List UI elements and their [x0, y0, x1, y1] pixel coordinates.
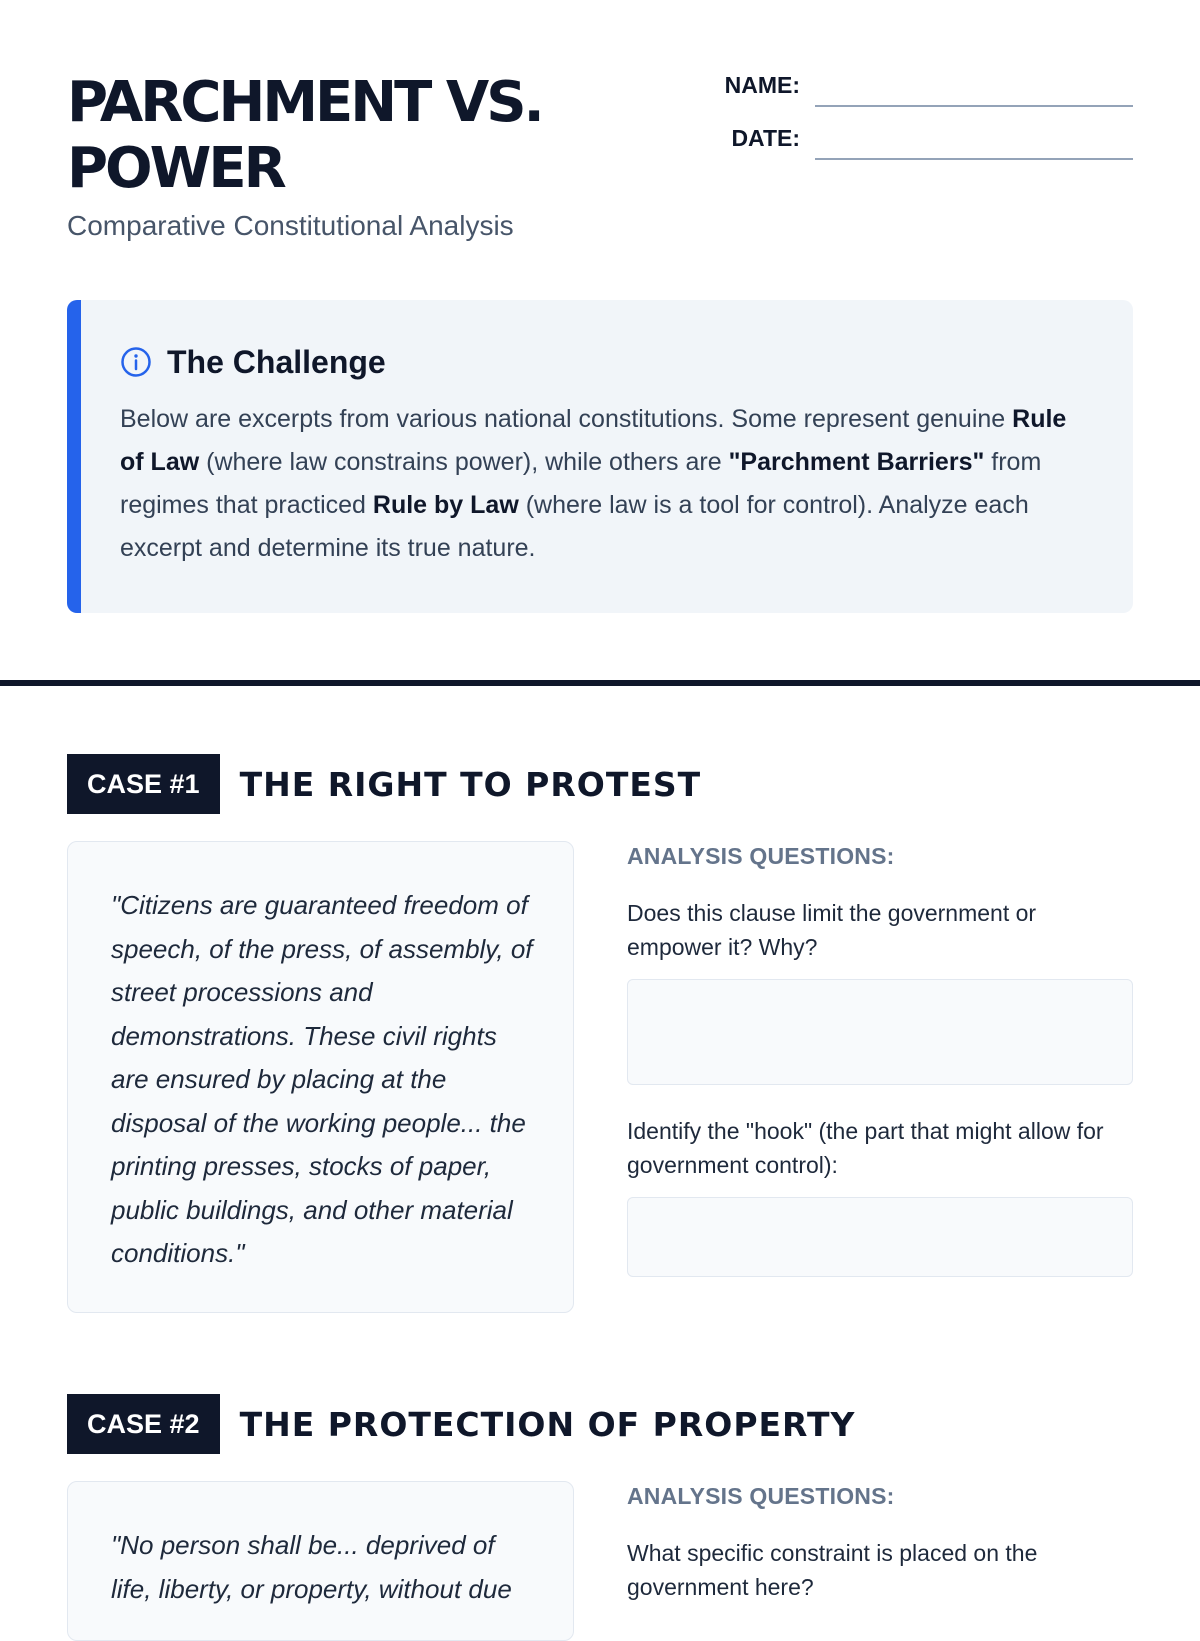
case-1-analysis: [627, 843, 1133, 1277]
case-1-answer-1[interactable]: [627, 979, 1133, 1085]
case-2-analysis: [627, 1483, 1133, 1604]
analysis-label: ANALYSIS QUESTIONS:: [627, 843, 895, 869]
date-line[interactable]: [815, 158, 1133, 160]
info-icon: [120, 346, 152, 378]
case-1-quote: "Citizens are guaranteed freedom of speech, of the press, of assembly, of street processions and demonstrations. These civil rights are ensured by placing at the disposal of the working people... the printing presses, stocks of paper, public buildings, and other material conditions.": [111, 890, 533, 1268]
case-2-question-1: What specific constraint is placed on the government here?: [627, 1540, 1038, 1600]
student-fields: [713, 70, 1133, 176]
challenge-bold-term: "Parchment Barriers": [728, 448, 985, 476]
case-1-title: THE RIGHT TO PROTEST: [239, 764, 702, 804]
challenge-text-part: (where law is a tool for control). Analyze each excerpt and determine its true nature.: [120, 491, 1029, 562]
challenge-text-part: from regimes that practiced: [120, 448, 1042, 519]
section-divider: [0, 680, 1200, 686]
case-1-badge: CASE #1: [67, 754, 220, 814]
case-1-heading: [67, 754, 701, 814]
case-1-quote-box: [67, 841, 574, 1313]
page-title-line-1: PARCHMENT VS.: [67, 70, 542, 135]
worksheet-header: [67, 70, 1133, 250]
challenge-bold-term: Rule by Law: [372, 491, 519, 519]
challenge-text: [120, 398, 1093, 570]
date-field-row: [713, 123, 1133, 176]
case-1-answer-2[interactable]: [627, 1197, 1133, 1277]
case-2-quote-box: [67, 1481, 574, 1641]
analysis-label: ANALYSIS QUESTIONS:: [627, 1483, 895, 1509]
date-label: DATE:: [731, 125, 800, 151]
case-2-badge: CASE #2: [67, 1394, 220, 1454]
challenge-text-part: (where law constrains power), while others are: [199, 448, 729, 476]
challenge-callout: [67, 300, 1133, 613]
challenge-heading: [120, 340, 1093, 384]
name-field-row: [713, 70, 1133, 123]
challenge-bold-term: Rule of Law: [120, 405, 1067, 476]
case-2-quote: "No person shall be... deprived of life, liberty, or property, without due: [111, 1530, 512, 1604]
case-2-heading: [67, 1394, 855, 1454]
case-1-question-2: Identify the "hook" (the part that might allow for government control):: [627, 1118, 1104, 1178]
case-1-question-1: Does this clause limit the government or empower it? Why?: [627, 900, 1037, 960]
title-block: [67, 70, 542, 242]
page-title-line-2: POWER: [67, 136, 284, 201]
challenge-title: The Challenge: [167, 343, 386, 380]
name-label: NAME:: [724, 72, 800, 98]
case-2-title: THE PROTECTION OF PROPERTY: [239, 1404, 856, 1444]
name-line[interactable]: [815, 105, 1133, 107]
challenge-text-part: Below are excerpts from various national constitutions. Some represent genuine: [120, 405, 1013, 433]
page-subtitle: Comparative Constitutional Analysis: [67, 210, 514, 241]
